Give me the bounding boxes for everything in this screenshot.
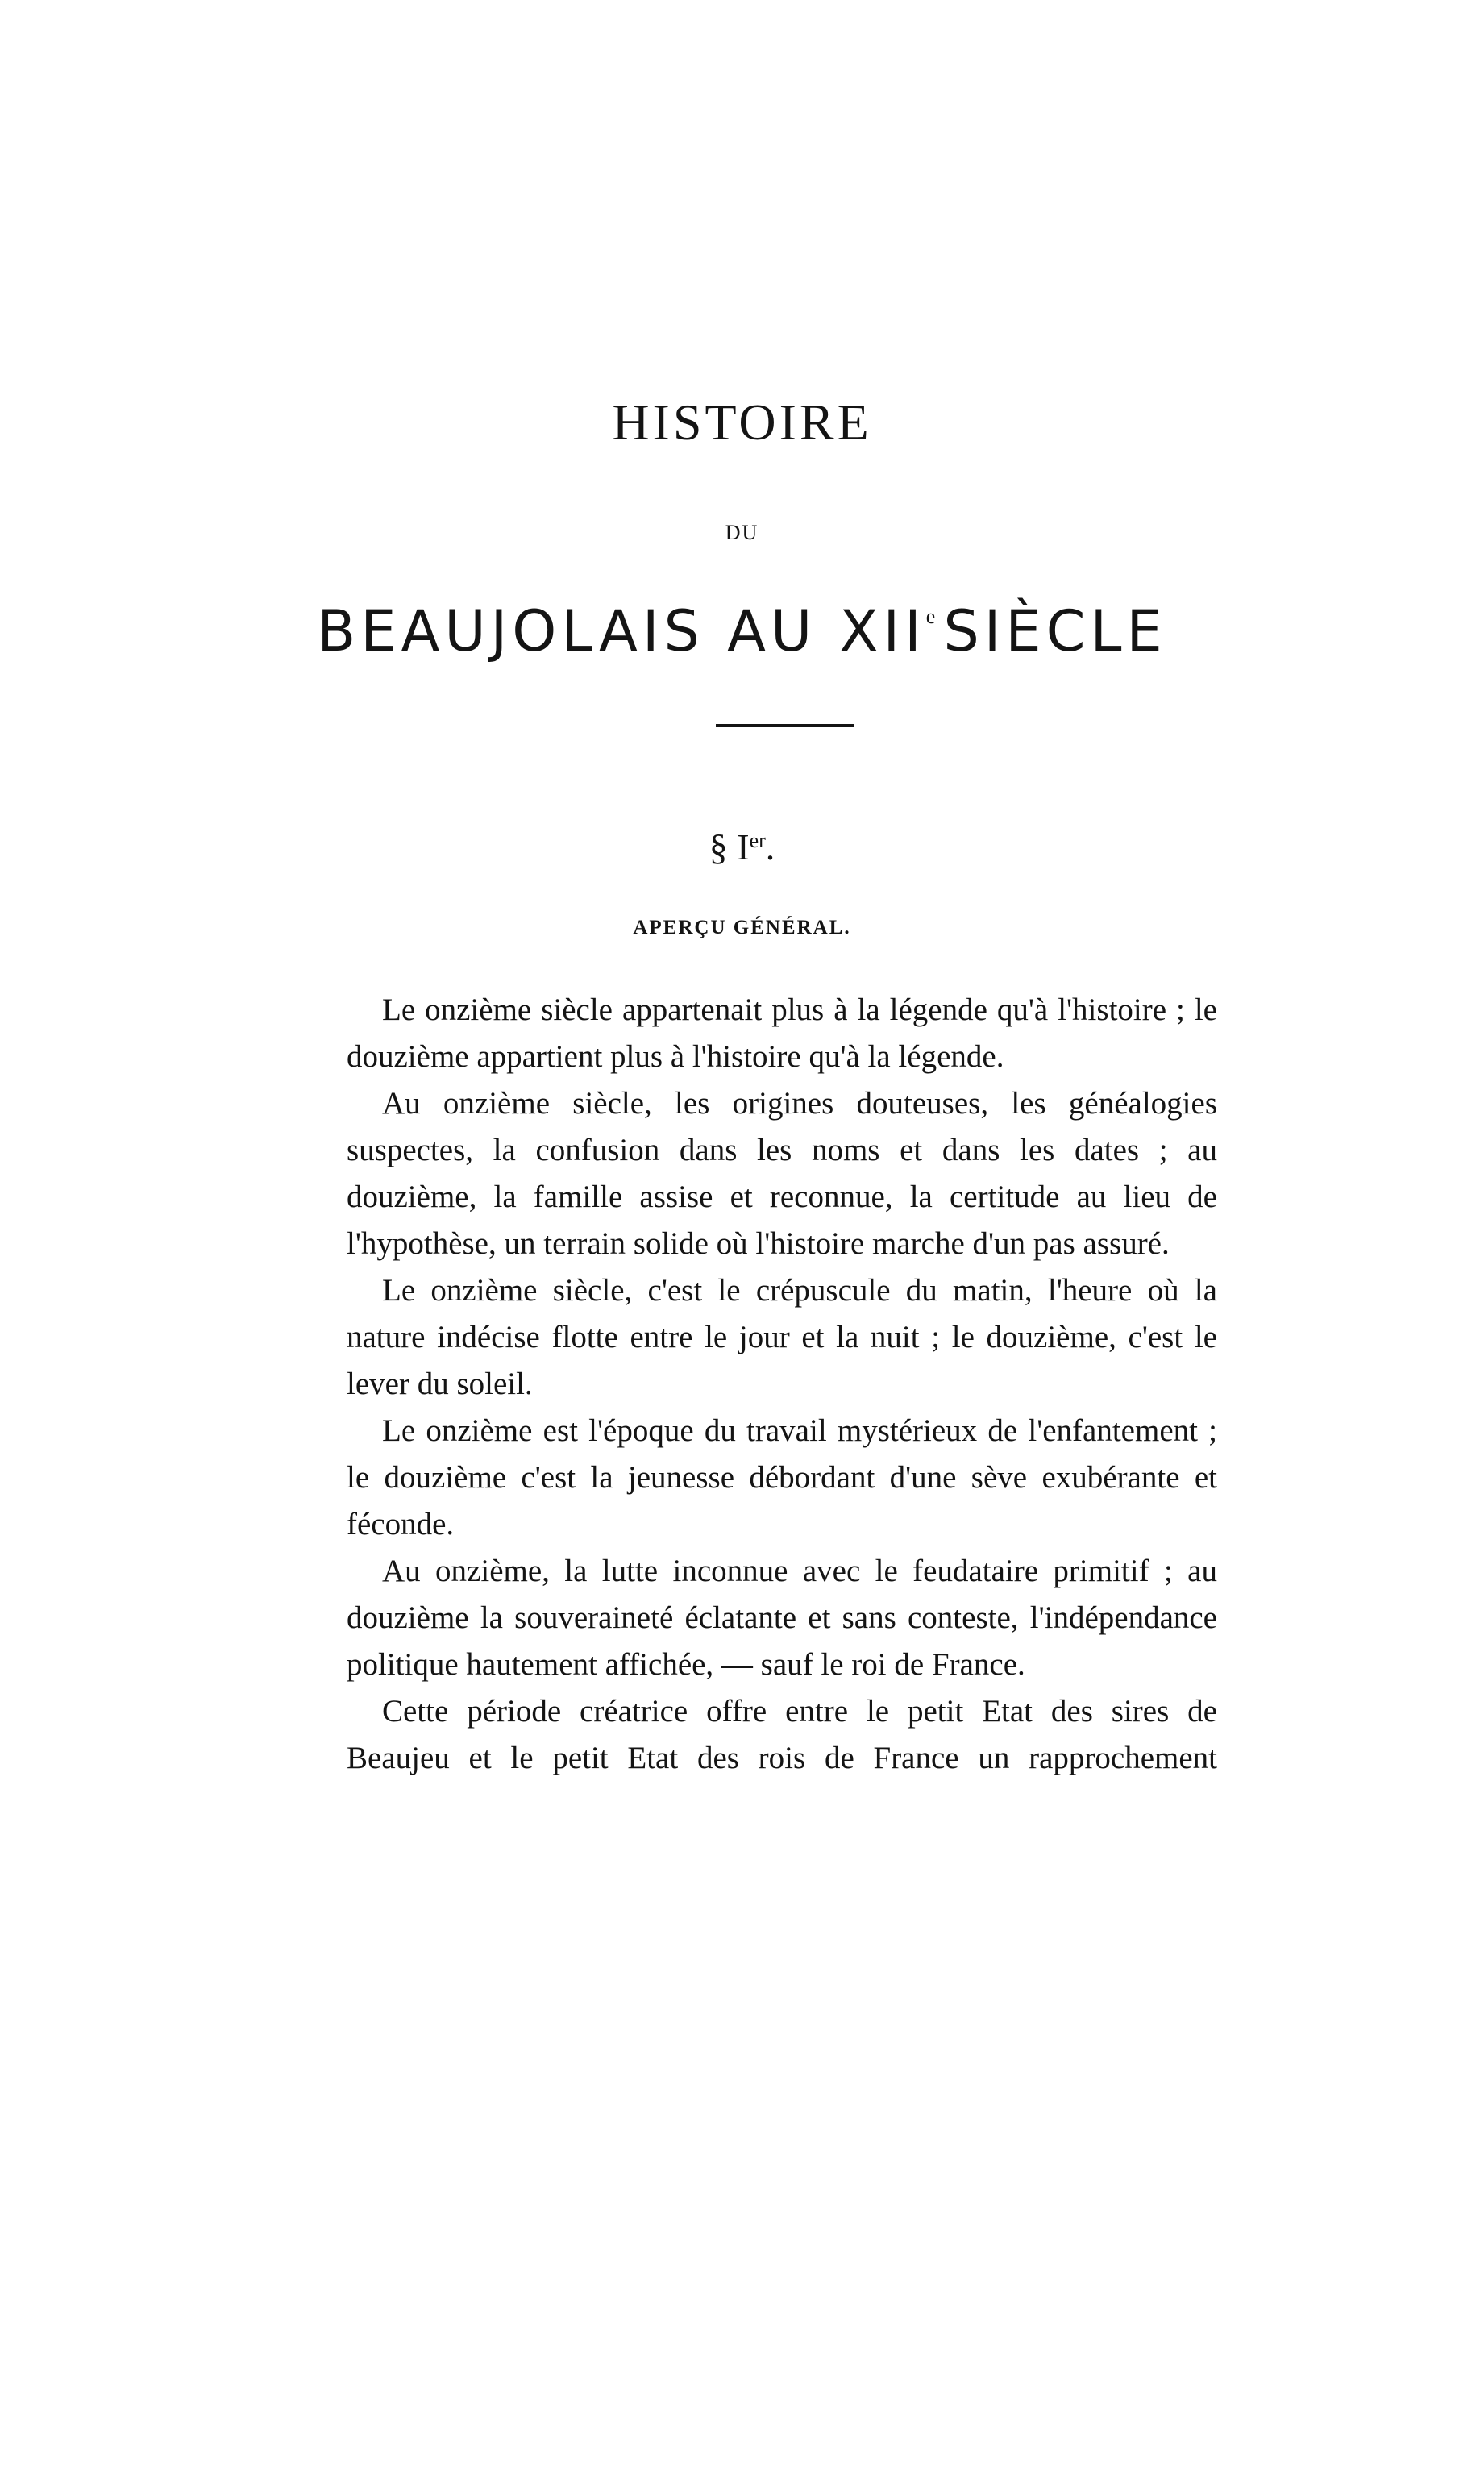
section-mark-dot: .	[765, 826, 775, 868]
subtitle-end: SIÈCLE	[943, 598, 1167, 664]
paragraph: Le onzième est l'époque du travail mystérieux de l'enfantement ; le douzième c'est la jeunesse débordant d'une sève exubérante et féconde.	[347, 1413, 1217, 1542]
section-heading-text: APERÇU GÉNÉRAL.	[633, 917, 851, 938]
section-mark: § I	[709, 826, 750, 868]
section-mark-superscript: er	[749, 829, 766, 852]
paragraph: Cette période créatrice offre entre le petit Etat des sires de Beaujeu et le petit Etat des rois de France un rapprochement	[347, 1694, 1217, 1775]
page-title	[0, 393, 1484, 451]
page-subtitle	[0, 598, 1484, 664]
section-number	[0, 826, 1484, 868]
paragraph: Le onzième siècle, c'est le crépuscule du matin, l'heure où la nature indécise flotte entre le jour et la nuit ; le douzième, c'est le lever du soleil.	[347, 1273, 1217, 1401]
subtitle-superscript: e	[925, 605, 936, 628]
paragraph: Au onzième, la lutte inconnue avec le feudataire primitif ; au douzième la souveraineté éclatante et sans conteste, l'indépendance politique hautement affichée, — sauf le roi de France.	[347, 1554, 1217, 1682]
paragraph: Le onzième siècle appartenait plus à la légende qu'à l'histoire ; le douzième appartient plus à l'histoire qu'à la légende.	[347, 992, 1217, 1074]
title-divider	[716, 724, 854, 727]
section-heading	[0, 917, 1484, 938]
title-text: HISTOIRE	[612, 393, 872, 451]
body-text	[347, 987, 1217, 1782]
title-connector	[0, 522, 1484, 543]
subtitle-main: BEAUJOLAIS AU XII	[317, 598, 926, 664]
paragraph: Au onzième siècle, les origines douteuses, les généalogies suspectes, la confusion dans les noms et dans les dates ; au douzième, la famille assise et reconnue, la certitude au lieu de l'hypothèse, un terrain solide où l'histoire marche d'un pas assuré.	[347, 1086, 1217, 1261]
connector-text: DU	[725, 521, 759, 544]
